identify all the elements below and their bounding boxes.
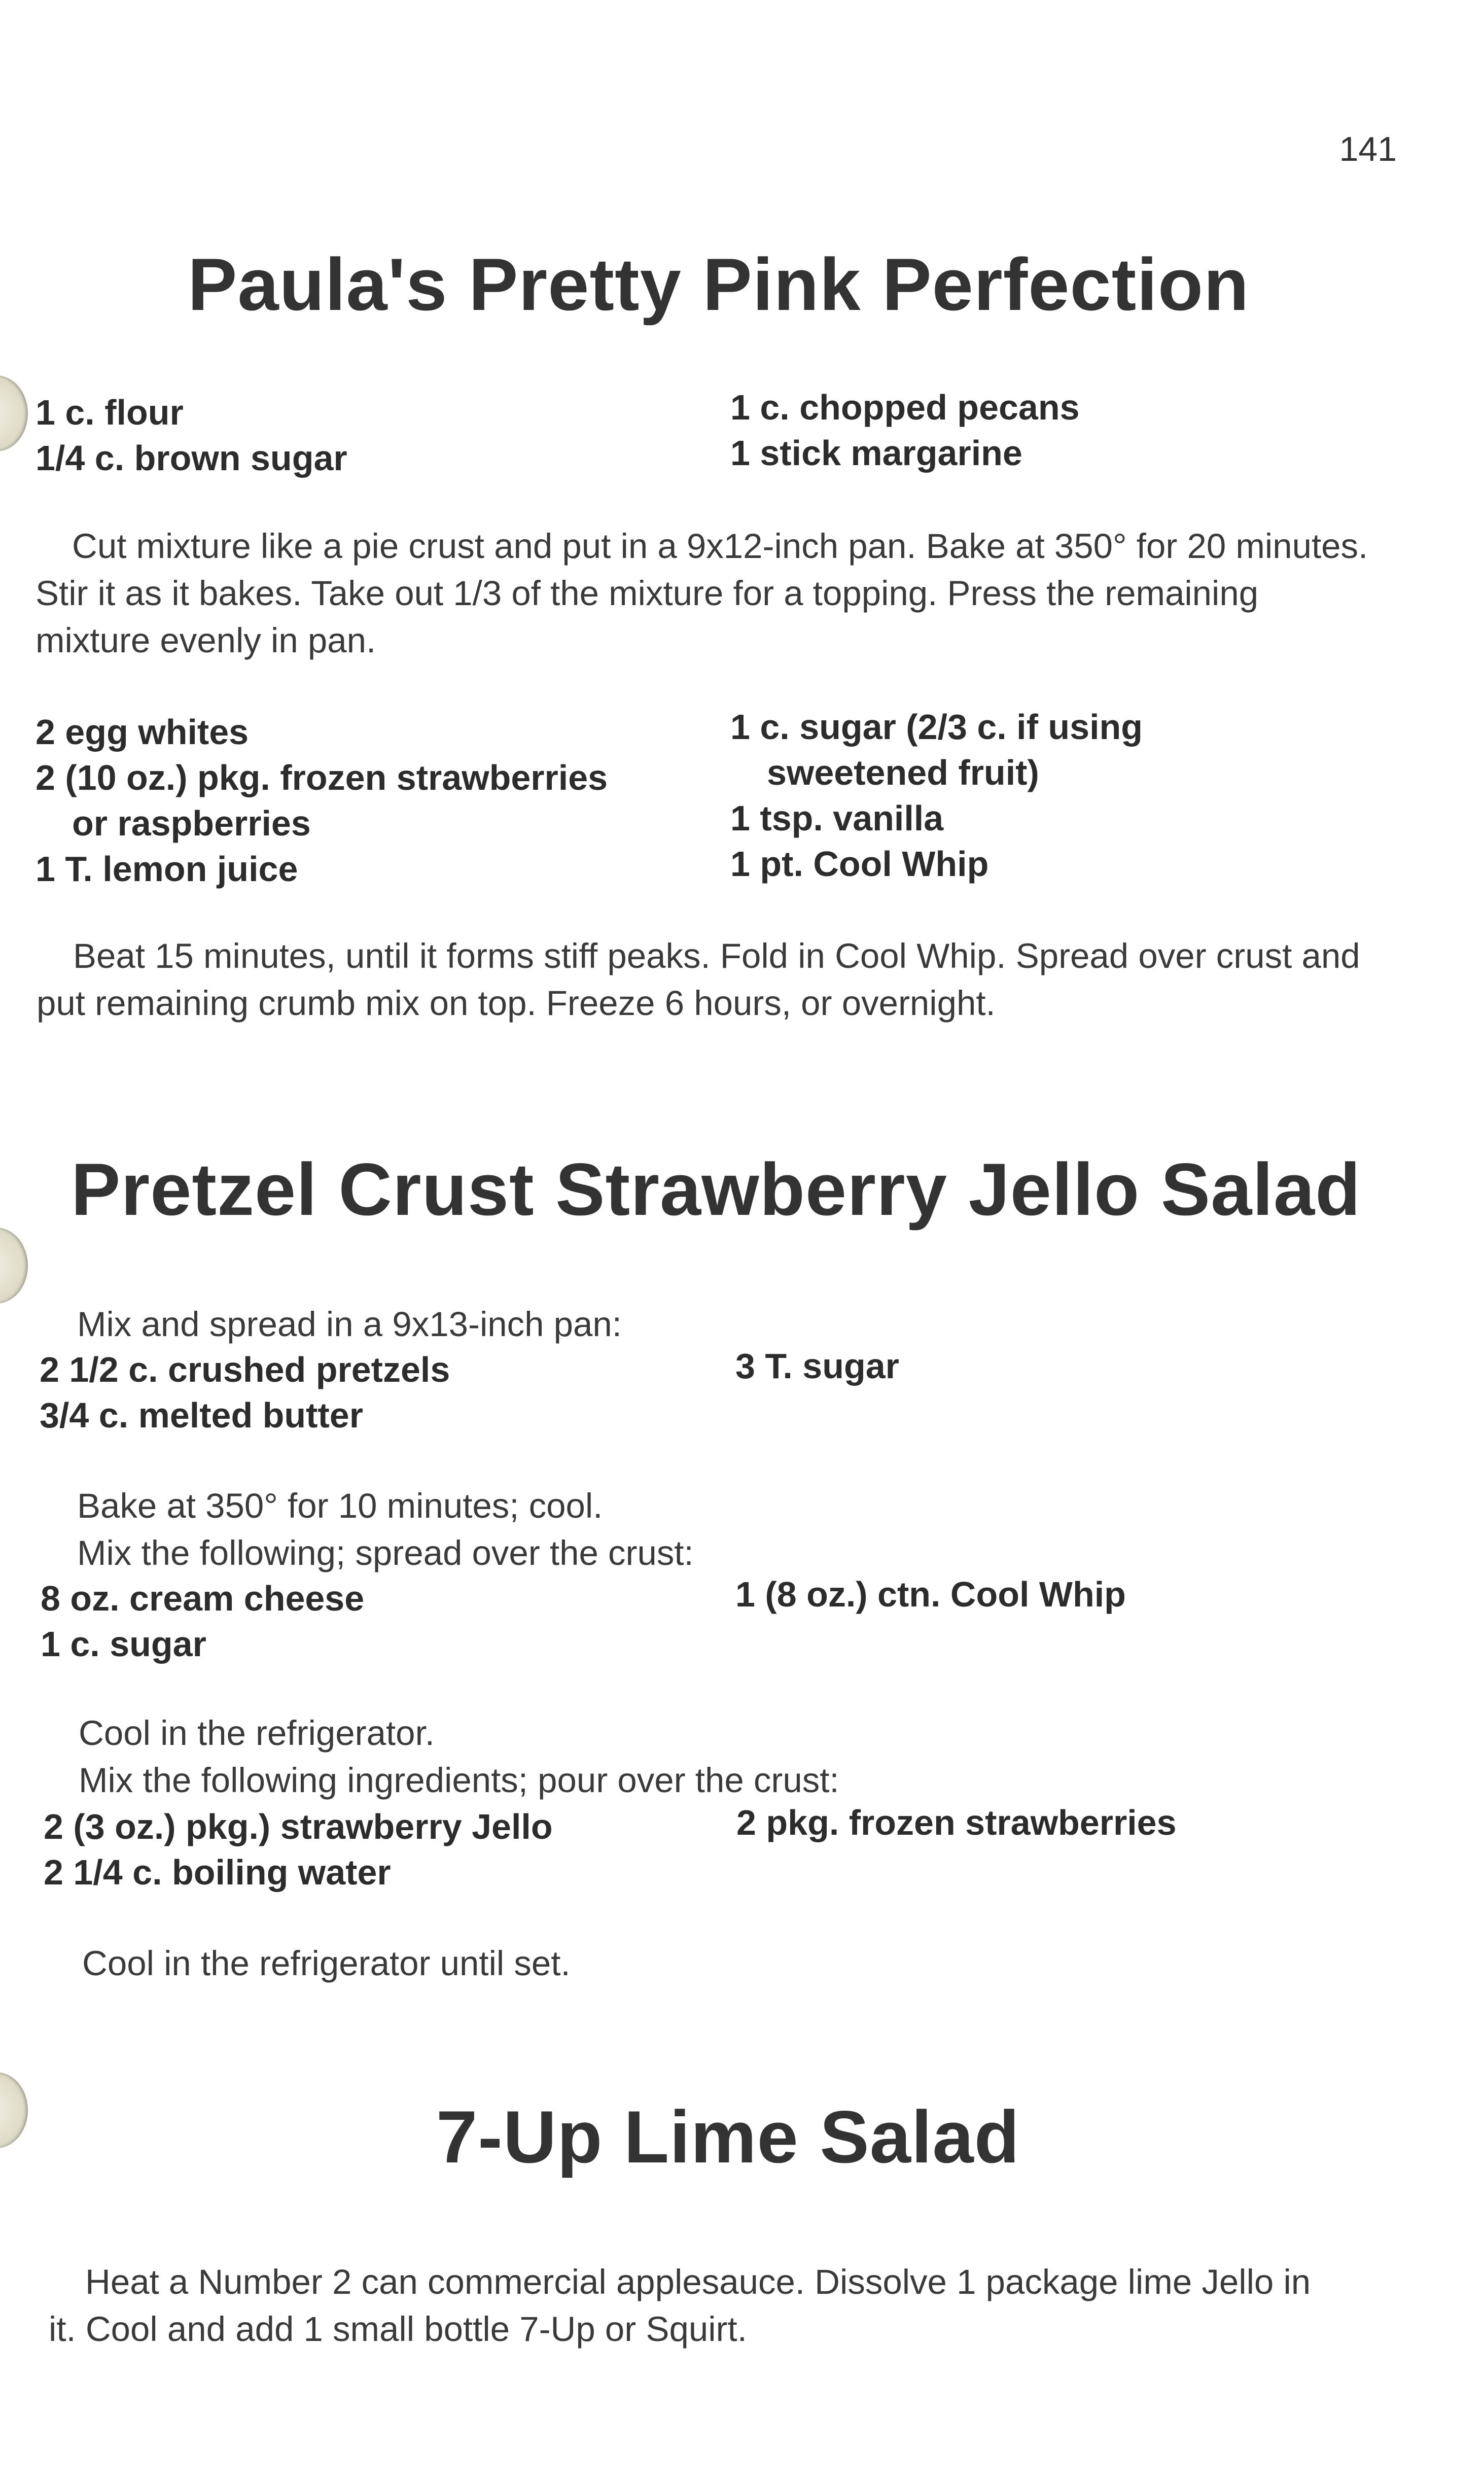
- instruction-line: mixture evenly in pan.: [36, 621, 376, 660]
- ingredient-item: 1 c. flour: [36, 393, 184, 432]
- ingredient-item: [730, 750, 1143, 795]
- instruction-line: put remaining crumb mix on top. Freeze 6 hours, or overnight.: [37, 984, 996, 1023]
- ingredient-item: 2 egg whites: [36, 712, 249, 752]
- instructions-set: [82, 1940, 571, 1987]
- ingredient-item: 2 1/2 c. crushed pretzels: [40, 1350, 450, 1389]
- binder-hole-bottom: [0, 2072, 28, 2148]
- instruction-line: Stir it as it bakes. Take out 1/3 of the mixture for a topping. Press the remaining: [36, 574, 1259, 613]
- instructions-filling: [37, 932, 1360, 1027]
- instruction-line: Cool in the refrigerator until set.: [82, 1944, 571, 1983]
- ingredient-item: 1 pt. Cool Whip: [730, 844, 989, 884]
- instructions-crust: [36, 522, 1368, 664]
- ingredient-list-pretzel-right: [735, 1343, 899, 1389]
- ingredient-list-jello-right: [736, 1800, 1177, 1845]
- ingredient-item: 1 T. lemon juice: [36, 849, 298, 889]
- ingredient-item: 2 (10 oz.) pkg. frozen strawberries: [36, 758, 608, 797]
- ingredient-item: 1 (8 oz.) ctn. Cool Whip: [735, 1575, 1126, 1614]
- instruction-line: Mix the following ingredients; pour over the crust:: [79, 1761, 839, 1800]
- ingredient-item: 3 T. sugar: [735, 1346, 899, 1386]
- binder-hole-top: [0, 375, 28, 451]
- ingredient-continuation: or raspberries: [72, 803, 311, 843]
- ingredient-item: 2 pkg. frozen strawberries: [736, 1803, 1177, 1842]
- ingredient-list-filling-left: [36, 709, 608, 892]
- ingredient-list-pretzel-left: [40, 1347, 450, 1438]
- instruction-line: Mix the following; spread over the crust:: [77, 1533, 694, 1572]
- ingredient-item: 1/4 c. brown sugar: [36, 438, 347, 478]
- ingredient-item: 1 c. sugar (2/3 c. if using: [730, 707, 1143, 747]
- ingredient-list-jello-left: [44, 1804, 553, 1895]
- instructions-intro-1: [77, 1301, 622, 1348]
- instruction-line: it. Cool and add 1 small bottle 7-Up or Squirt.: [49, 2310, 747, 2349]
- recipe-title-pink-perfection: Paula's Pretty Pink Perfection: [188, 243, 1250, 326]
- ingredient-item: [36, 800, 608, 846]
- ingredient-item: 1 c. chopped pecans: [730, 388, 1080, 427]
- page-number: 141: [1339, 130, 1397, 168]
- instruction-line: Cool in the refrigerator.: [79, 1714, 435, 1753]
- ingredient-list-cream-right: [735, 1571, 1126, 1617]
- ingredient-item: 2 1/4 c. boiling water: [44, 1852, 391, 1892]
- instruction-line: Beat 15 minutes, until it forms stiff peaks. Fold in Cool Whip. Spread over crust and: [73, 936, 1360, 975]
- ingredient-item: 2 (3 oz.) pkg.) strawberry Jello: [44, 1807, 553, 1846]
- recipe-title-lime-salad: 7-Up Lime Salad: [436, 2095, 1020, 2178]
- ingredient-item: 3/4 c. melted butter: [40, 1395, 363, 1435]
- ingredient-item: 8 oz. cream cheese: [41, 1579, 365, 1618]
- instruction-line: Mix and spread in a 9x13-inch pan:: [77, 1305, 622, 1344]
- instruction-line: Bake at 350° for 10 minutes; cool.: [77, 1486, 603, 1525]
- ingredient-item: 1 stick margarine: [730, 433, 1022, 473]
- recipe-title-pretzel-salad: Pretzel Crust Strawberry Jello Salad: [71, 1148, 1361, 1231]
- ingredient-item: 1 c. sugar: [41, 1624, 206, 1664]
- binder-hole-middle: [0, 1228, 28, 1304]
- ingredient-continuation: sweetened fruit): [767, 753, 1039, 792]
- instructions-bake: [77, 1482, 694, 1577]
- instructions-lime: [49, 2258, 1311, 2353]
- ingredient-list-cream-left: [41, 1576, 364, 1667]
- instructions-cool: [79, 1709, 839, 1804]
- ingredient-list-crust-left: [36, 390, 347, 481]
- instruction-line: Heat a Number 2 can commercial applesauce. Dissolve 1 package lime Jello in: [85, 2262, 1311, 2301]
- ingredient-list-filling-right: [730, 704, 1143, 887]
- instruction-line: Cut mixture like a pie crust and put in a 9x12-inch pan. Bake at 350° for 20 minutes.: [72, 527, 1368, 566]
- ingredient-item: 1 tsp. vanilla: [730, 798, 944, 838]
- ingredient-list-crust-right: [730, 384, 1080, 476]
